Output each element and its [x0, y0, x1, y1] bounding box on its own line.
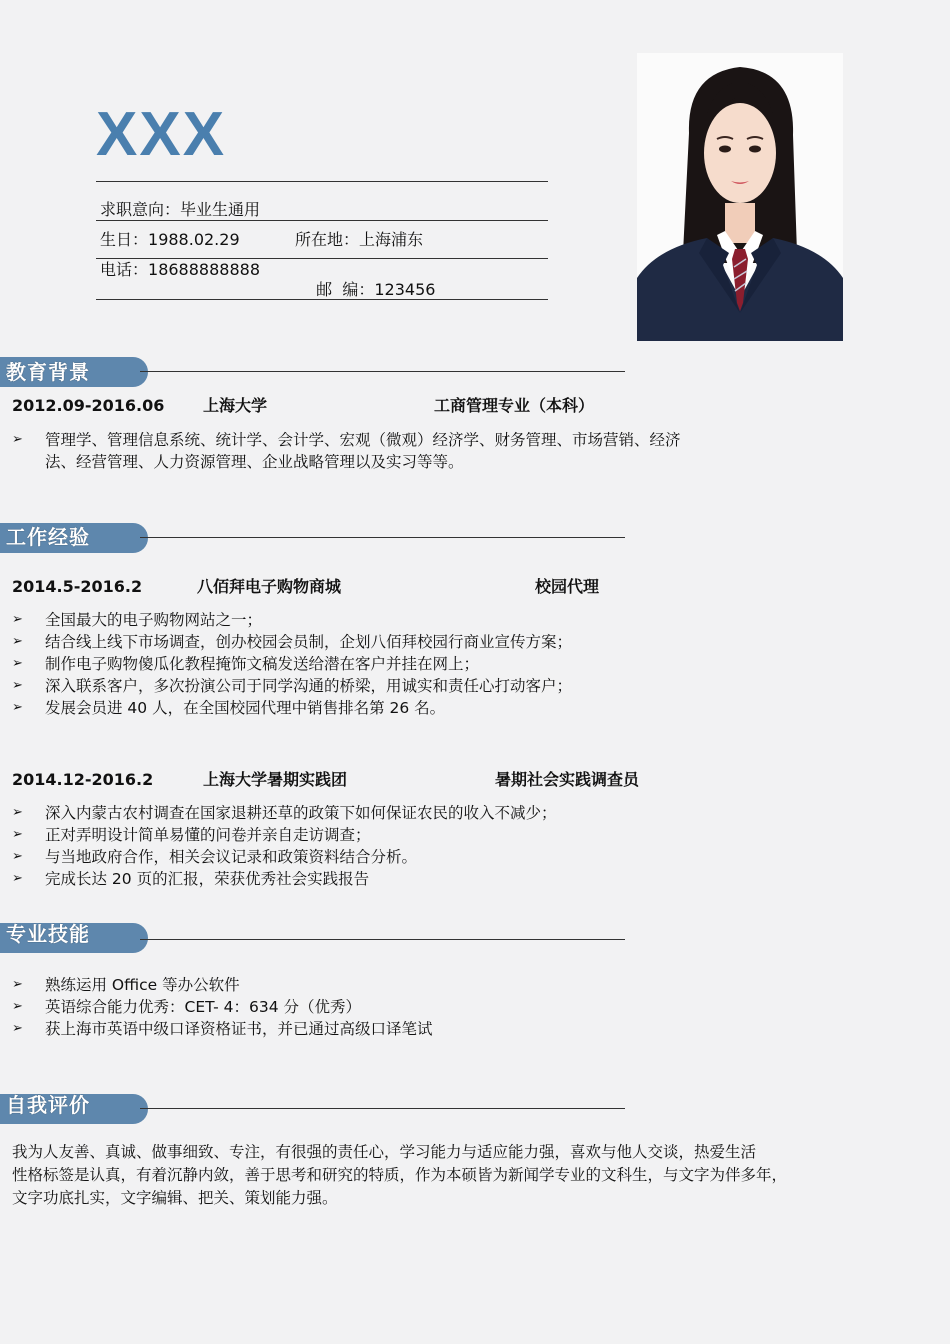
education-school: 上海大学 — [203, 396, 268, 415]
list-item — [12, 697, 712, 719]
list-item — [12, 653, 712, 675]
postcode-value: 123456 — [374, 280, 436, 299]
duty-text: 发展会员进 40 人，在全国校园代理中销售排名第 26 名。 — [45, 699, 446, 717]
birth-info — [100, 230, 240, 250]
bullet-arrow-icon: ➢ — [12, 1021, 23, 1036]
self-evaluation-text — [12, 1141, 832, 1210]
duty-text: 深入内蒙古农村调查在国家退耕还草的政策下如何保证农民的收入不减少； — [45, 804, 557, 822]
duty-text: 深入联系客户，多次扮演公司于同学沟通的桥梁，用诚实和责任心打动客户； — [45, 677, 573, 695]
job-intent-label: 求职意向： — [100, 200, 181, 219]
bullet-arrow-icon: ➢ — [12, 999, 23, 1014]
work-section-title: 工作经验 — [6, 525, 90, 549]
location-value: 上海浦东 — [359, 230, 424, 249]
education-major: 工商管理专业（本科） — [434, 396, 595, 415]
profile-photo — [637, 53, 843, 341]
list-item — [12, 868, 712, 890]
duty-text: 与当地政府合作，相关会议记录和政策资料结合分析。 — [45, 848, 418, 866]
header-divider-2 — [96, 220, 548, 221]
bullet-arrow-icon: ➢ — [12, 432, 23, 447]
self-section-title: 自我评价 — [6, 1093, 90, 1117]
skills-section-title: 专业技能 — [6, 922, 90, 946]
bullet-arrow-icon: ➢ — [12, 656, 23, 671]
job-2-date: 2014.12-2016.2 — [12, 770, 154, 789]
bullet-arrow-icon: ➢ — [12, 678, 23, 693]
list-item — [12, 824, 712, 846]
list-item — [12, 429, 692, 473]
header-divider-4 — [96, 299, 548, 300]
education-section-line — [140, 371, 625, 372]
job-1-date: 2014.5-2016.2 — [12, 577, 143, 596]
job-1-org: 八佰拜电子购物商城 — [197, 577, 342, 596]
skills-section-line — [140, 939, 625, 940]
duty-text: 制作电子购物傻瓜化教程掩饰文稿发送给潜在客户并挂在网上； — [45, 655, 480, 673]
birth-label: 生日： — [100, 230, 149, 249]
self-section-line — [140, 1108, 625, 1109]
location-info — [295, 230, 423, 250]
list-item — [12, 609, 712, 631]
job-2-duties — [12, 802, 712, 890]
postcode-info — [306, 260, 435, 300]
duty-text: 全国最大的电子购物网站之一； — [45, 611, 263, 629]
phone-label: 电话： — [100, 260, 149, 279]
bullet-arrow-icon: ➢ — [12, 700, 23, 715]
list-item — [12, 974, 712, 996]
bullet-arrow-icon: ➢ — [12, 977, 23, 992]
header-divider-3 — [96, 258, 548, 259]
self-line: 文字功底扎实，文字编辑、把关、策划能力强。 — [12, 1189, 338, 1207]
postcode-label: 邮 编： — [316, 280, 375, 299]
bullet-arrow-icon: ➢ — [12, 612, 23, 627]
job-1-role: 校园代理 — [535, 577, 600, 596]
list-item — [12, 846, 712, 868]
bullet-arrow-icon: ➢ — [12, 634, 23, 649]
self-line: 我为人友善、真诚、做事细致、专注，有很强的责任心，学习能力与适应能力强，喜欢与他人交谈，热爱生活 — [12, 1143, 757, 1161]
list-item — [12, 802, 712, 824]
work-section-line — [140, 537, 625, 538]
duty-text: 正对弄明设计简单易懂的问卷并亲自走访调查； — [45, 826, 371, 844]
job-2-org: 上海大学暑期实践团 — [203, 770, 348, 789]
bullet-arrow-icon: ➢ — [12, 849, 23, 864]
education-courses: 管理学、管理信息系统、统计学、会计学、宏观（微观）经济学、财务管理、市场营销、经济法、经营管理、人力资源管理、企业战略管理以及实习等等。 — [45, 431, 681, 471]
education-courses-list — [12, 429, 692, 473]
candidate-name: XXX — [96, 100, 227, 169]
job-intent — [100, 200, 260, 220]
list-item — [12, 996, 712, 1018]
birth-value: 1988.02.29 — [148, 230, 240, 249]
phone-info — [100, 260, 260, 280]
skill-text: 英语综合能力优秀：CET- 4：634 分（优秀） — [45, 998, 362, 1016]
list-item — [12, 675, 712, 697]
duty-text: 完成长达 20 页的汇报，荣获优秀社会实践报告 — [45, 870, 370, 888]
bullet-arrow-icon: ➢ — [12, 827, 23, 842]
header-divider-1 — [96, 181, 548, 182]
bullet-arrow-icon: ➢ — [12, 871, 23, 886]
location-label: 所在地： — [295, 230, 360, 249]
job-1-duties — [12, 609, 712, 719]
list-item — [12, 631, 712, 653]
skill-text: 熟练运用 Office 等办公软件 — [45, 976, 240, 994]
job-2-role: 暑期社会实践调查员 — [495, 770, 640, 789]
education-date: 2012.09-2016.06 — [12, 396, 165, 415]
education-section-title: 教育背景 — [6, 360, 90, 384]
skills-list — [12, 974, 712, 1040]
job-intent-value: 毕业生通用 — [180, 200, 261, 219]
self-line: 性格标签是认真，有着沉静内敛，善于思考和研究的特质，作为本硕皆为新闻学专业的文科生，与文字为伴多年， — [12, 1166, 788, 1184]
bullet-arrow-icon: ➢ — [12, 805, 23, 820]
skill-text: 获上海市英语中级口译资格证书，并已通过高级口译笔试 — [45, 1020, 433, 1038]
person-photo-icon — [637, 53, 843, 341]
phone-value: 18688888888 — [148, 260, 260, 279]
duty-text: 结合线上线下市场调查，创办校园会员制，企划八佰拜校园行商业宣传方案； — [45, 633, 573, 651]
list-item — [12, 1018, 712, 1040]
